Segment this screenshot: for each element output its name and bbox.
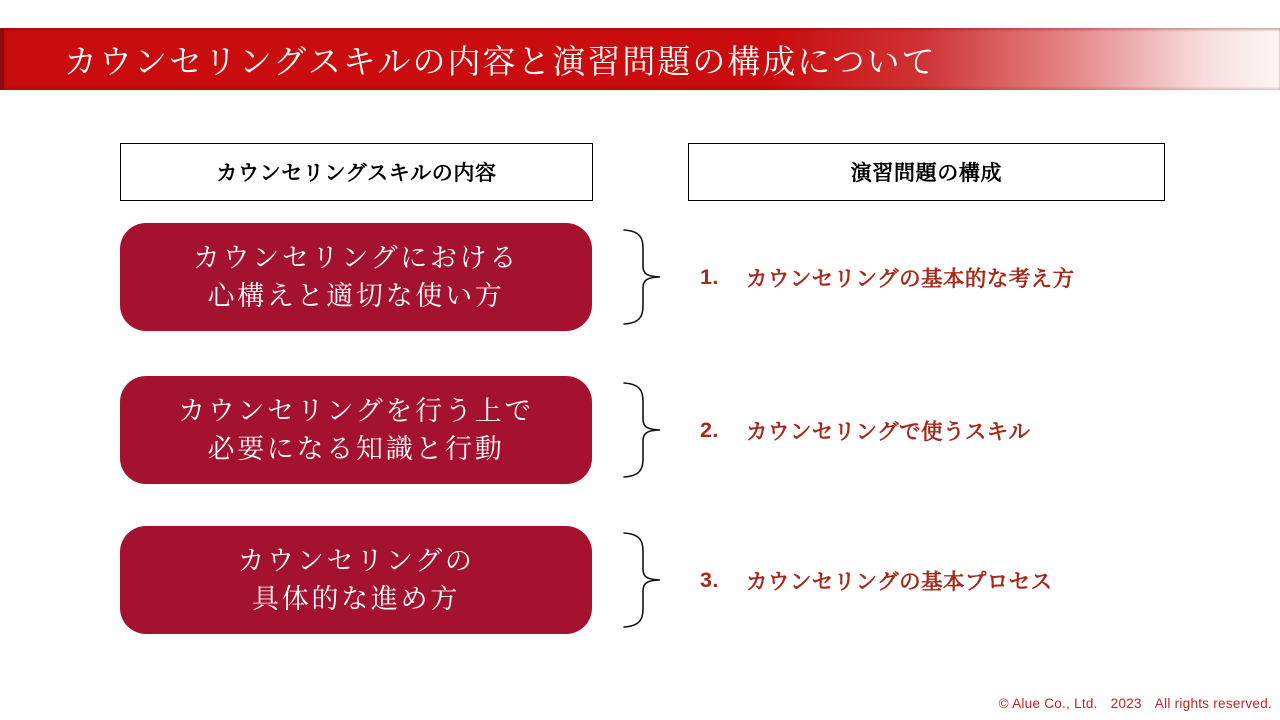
skill-box-line: カウンセリングの [237,546,475,576]
exercise-item-1 [700,262,1075,292]
exercise-item-label: カウンセリングの基本プロセス [746,569,1053,594]
exercise-item-3 [700,565,1053,595]
skill-box-line: 必要になる知識と行動 [207,434,505,464]
footer-year: 2023 [1110,696,1142,711]
skill-box-mindset [120,223,592,331]
right-brace-icon [620,531,664,629]
exercise-item-number: 2. [700,417,719,442]
skill-box-line: 心構えと適切な使い方 [207,281,505,311]
exercise-item-number: 1. [700,264,719,289]
skill-box-knowledge-action [120,376,592,484]
footer-rights: All rights reserved. [1154,696,1272,711]
slide-title: カウンセリングスキルの内容と演習問題の構成について [64,42,937,80]
column-header-skill-content [120,143,593,201]
exercise-item-2 [700,415,1030,445]
skill-box-line: カウンセリングを行う上で [178,396,534,426]
footer-company: © Alue Co., Ltd. [998,696,1098,711]
exercise-item-number: 3. [700,567,719,592]
right-brace-icon [620,381,664,479]
column-header-skill-content-label: カウンセリングスキルの内容 [216,162,497,185]
skill-box-procedure [120,526,592,634]
column-header-exercise-structure [688,143,1165,201]
column-header-exercise-structure-label: 演習問題の構成 [850,162,1003,185]
right-brace-icon [620,228,664,326]
slide-title-bar [0,28,1280,90]
skill-box-line: カウンセリングにおける [192,243,520,273]
exercise-item-label: カウンセリングで使うスキル [746,419,1031,444]
exercise-item-label: カウンセリングの基本的な考え方 [746,266,1075,291]
skill-box-line: 具体的な進め方 [252,584,460,614]
footer-copyright [999,696,1272,711]
